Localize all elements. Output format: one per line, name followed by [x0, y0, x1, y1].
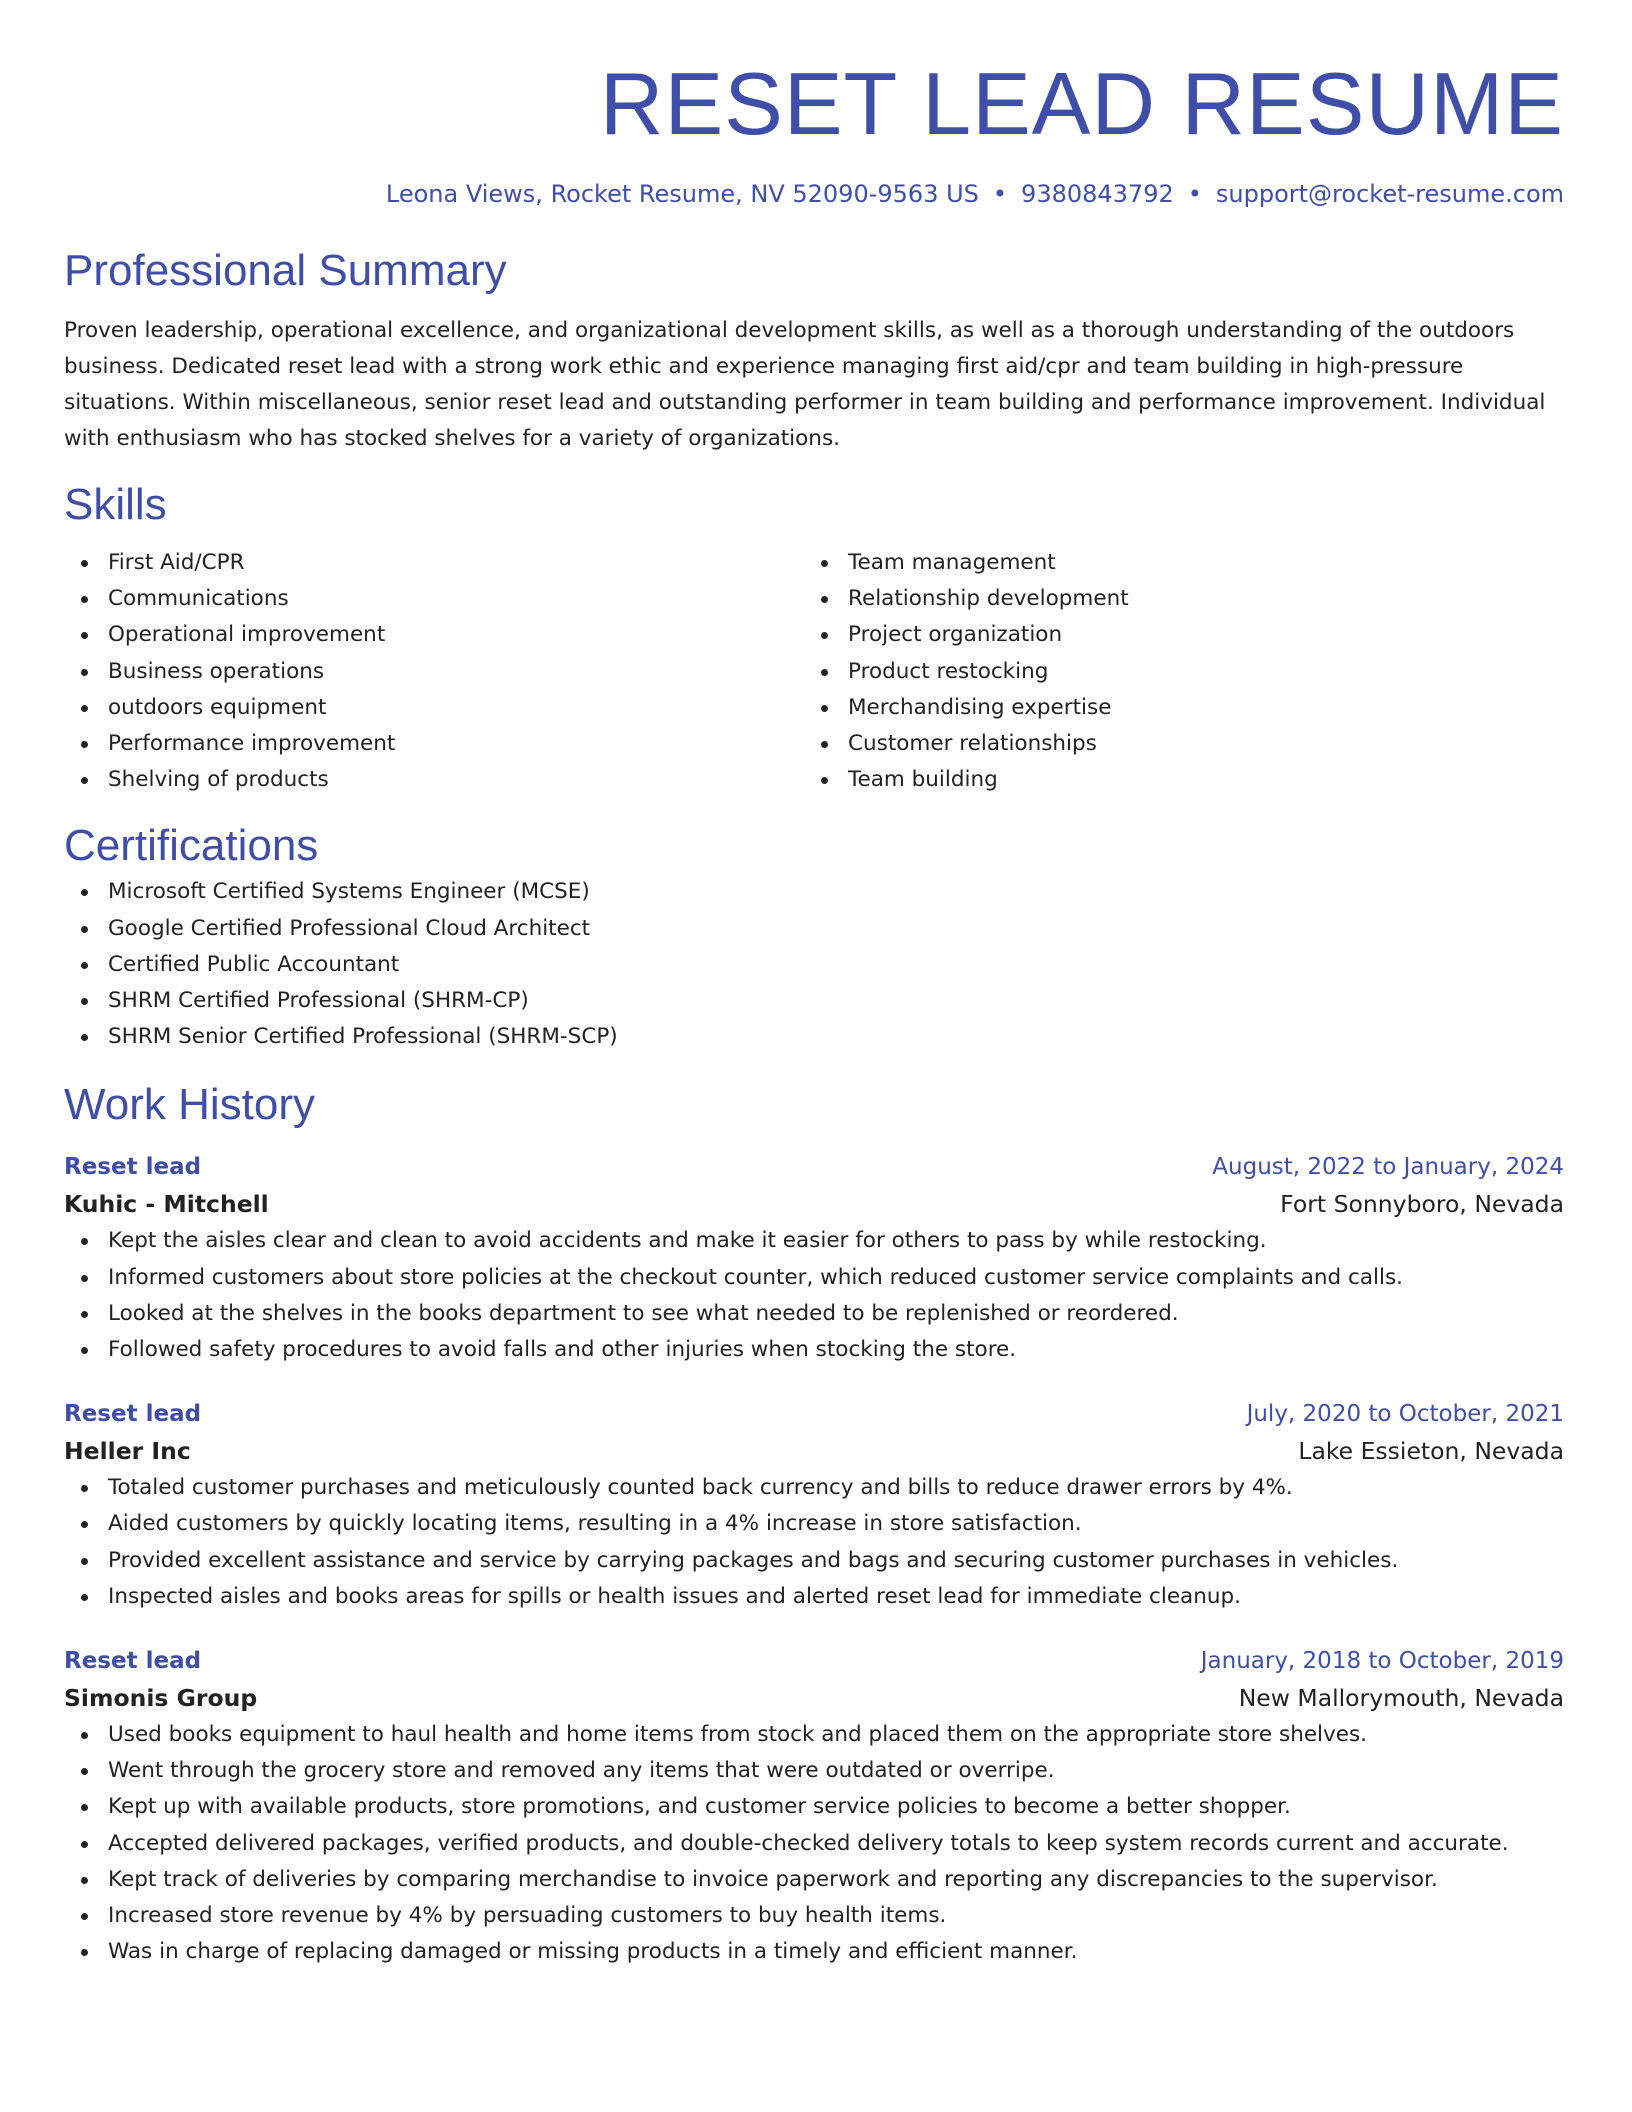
job-duties-list	[64, 1223, 1564, 1368]
job-duty: Was in charge of replacing damaged or missing products in a timely and efficient manner.	[64, 1934, 1564, 1970]
contact-separator: •	[992, 180, 1008, 208]
job-duties-list	[64, 1717, 1564, 1970]
certification-item: SHRM Certified Professional (SHRM-CP)	[64, 983, 1564, 1019]
resume-title: RESET LEAD RESUME	[599, 54, 1564, 153]
job-location: Fort Sonnyboro, Nevada	[1280, 1190, 1564, 1219]
skill-item: Product restocking	[804, 654, 1544, 690]
job-duty: Informed customers about store policies at the checkout counter, which reduced customer service complaints and calls.	[64, 1260, 1564, 1296]
job-company: Heller Inc	[64, 1437, 191, 1466]
certification-item: SHRM Senior Certified Professional (SHRM-SCP)	[64, 1019, 1564, 1055]
job-entry	[64, 1643, 1564, 1970]
job-header-row	[64, 1396, 1564, 1432]
job-company: Simonis Group	[64, 1684, 258, 1713]
skill-item: Business operations	[64, 654, 804, 690]
job-title: Reset lead	[64, 1154, 202, 1181]
skill-item: Performance improvement	[64, 726, 804, 762]
skill-item: Relationship development	[804, 581, 1544, 617]
job-duty: Kept track of deliveries by comparing merchandise to invoice paperwork and reporting any discrepancies to the supervisor.	[64, 1862, 1564, 1898]
job-company-row	[64, 1679, 1564, 1717]
job-duty: Increased store revenue by 4% by persuading customers to buy health items.	[64, 1898, 1564, 1934]
skill-item: Team building	[804, 762, 1544, 798]
certifications-list	[64, 874, 1564, 1055]
skill-item: First Aid/CPR	[64, 545, 804, 581]
skills-columns	[64, 545, 1564, 798]
job-duty: Accepted delivered packages, verified products, and double-checked delivery totals to keep system records current and accurate.	[64, 1826, 1564, 1862]
job-duty: Kept up with available products, store promotions, and customer service policies to become a better shopper.	[64, 1789, 1564, 1825]
summary-text: Proven leadership, operational excellence, and organizational development skills, as well as a thorough understanding of the outdoors business. Dedicated reset lead with a strong work ethic and experience managing first aid/cpr and team building in high-pressure situations. Within miscellaneous, senior reset lead and outstanding performer in team building and performance improvement. Individual with enthusiasm who has stocked shelves for a variety of organizations.	[64, 318, 1546, 451]
skills-column-right	[804, 545, 1544, 798]
skill-item: Communications	[64, 581, 804, 617]
job-entry	[64, 1396, 1564, 1615]
skill-item: Customer relationships	[804, 726, 1544, 762]
job-location: New Mallorymouth, Nevada	[1238, 1684, 1564, 1713]
skill-item: Team management	[804, 545, 1544, 581]
skill-item: Project organization	[804, 617, 1544, 653]
skill-item: outdoors equipment	[64, 690, 804, 726]
section-heading-skills: Skills	[64, 480, 167, 529]
job-dates: July, 2020 to October, 2021	[1246, 1401, 1564, 1428]
job-duty: Kept the aisles clear and clean to avoid accidents and make it easier for others to pass by while restocking.	[64, 1223, 1564, 1259]
job-duty: Used books equipment to haul health and home items from stock and placed them on the appropriate store shelves.	[64, 1717, 1564, 1753]
section-heading-work-history: Work History	[64, 1080, 315, 1130]
contact-phone: 9380843792	[1021, 180, 1174, 208]
resume-page	[64, 0, 1564, 1970]
job-entry	[64, 1149, 1564, 1368]
skill-item: Operational improvement	[64, 617, 804, 653]
contact-email: support@rocket-resume.com	[1215, 180, 1564, 208]
job-duty: Inspected aisles and books areas for spills or health issues and alerted reset lead for immediate cleanup.	[64, 1579, 1564, 1615]
job-duty: Went through the grocery store and removed any items that were outdated or overripe.	[64, 1753, 1564, 1789]
section-heading-certifications: Certifications	[64, 821, 319, 871]
skills-list-left	[64, 545, 804, 798]
job-location: Lake Essieton, Nevada	[1298, 1437, 1564, 1466]
job-header-row	[64, 1643, 1564, 1679]
contact-line	[64, 179, 1564, 209]
job-dates: January, 2018 to October, 2019	[1200, 1648, 1564, 1675]
job-company: Kuhic - Mitchell	[64, 1190, 269, 1219]
section-heading-summary: Professional Summary	[64, 246, 507, 295]
contact-address: Leona Views, Rocket Resume, NV 52090-9563 US	[385, 180, 979, 208]
job-duty: Followed safety procedures to avoid falls and other injuries when stocking the store.	[64, 1332, 1564, 1368]
job-title: Reset lead	[64, 1648, 202, 1675]
certification-item: Google Certified Professional Cloud Architect	[64, 911, 1564, 947]
skills-list-right	[804, 545, 1544, 798]
skill-item: Merchandising expertise	[804, 690, 1544, 726]
job-duty: Totaled customer purchases and meticulously counted back currency and bills to reduce drawer errors by 4%.	[64, 1470, 1564, 1506]
job-duty: Aided customers by quickly locating items, resulting in a 4% increase in store satisfaction.	[64, 1506, 1564, 1542]
skills-column-left	[64, 545, 804, 798]
job-company-row	[64, 1185, 1564, 1223]
skill-item: Shelving of products	[64, 762, 804, 798]
job-duty: Looked at the shelves in the books department to see what needed to be replenished or reordered.	[64, 1296, 1564, 1332]
job-dates: August, 2022 to January, 2024	[1212, 1154, 1564, 1181]
job-duties-list	[64, 1470, 1564, 1615]
certification-item: Microsoft Certified Systems Engineer (MCSE)	[64, 874, 1564, 910]
contact-separator: •	[1187, 180, 1202, 208]
job-header-row	[64, 1149, 1564, 1185]
job-title: Reset lead	[64, 1401, 202, 1428]
certification-item: Certified Public Accountant	[64, 947, 1564, 983]
job-company-row	[64, 1432, 1564, 1470]
job-duty: Provided excellent assistance and service by carrying packages and bags and securing customer purchases in vehicles.	[64, 1543, 1564, 1579]
